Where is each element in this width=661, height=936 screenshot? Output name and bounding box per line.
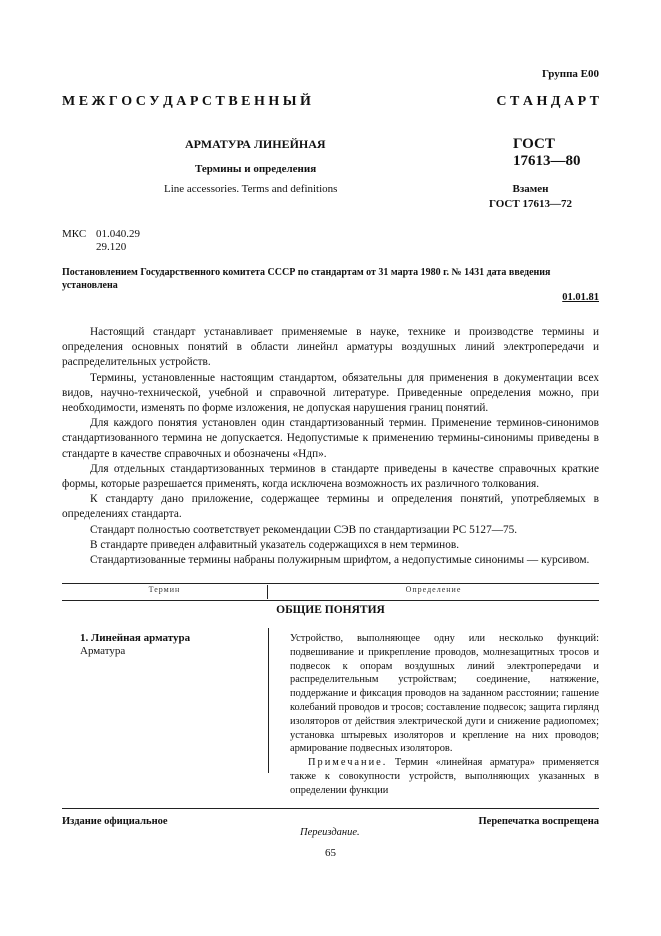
intro-paragraph: Стандартизованные термины набраны полужирным шрифтом, а недопустимые синонимы — курсивом. [90, 554, 590, 567]
intro-paragraph: Для каждого понятия установлен один стандартизованный термин. Применение терминов-синонимов стандартизованного термина не допускается. Недопустимые к применению термины-синонимы приведены в стандарте в качестве справочных и обозначены «Ндп». [62, 417, 599, 460]
intro-paragraph: Термины, установленные настоящим стандартом, обязательны для применения в документации всех видов, научно-технической, учебной и справочной литературе. Приведенные определения можно, при необходимости, изменять по форме изложения, не допуская нарушения границ понятий. [62, 371, 599, 415]
mks-code-1: 01.040.29 [96, 228, 140, 240]
intro-paragraph: К стандарту дано приложение, содержащее термины и определения понятий, употребляемых в определениях стандарта. [62, 493, 599, 521]
table-header-rule [62, 600, 599, 601]
mks-label: МКС [62, 228, 87, 240]
official-edition: Издание официальное [62, 816, 168, 827]
reprint-prohibited: Перепечатка воспрещена [478, 816, 599, 827]
group-code: Группа Е00 [541, 68, 599, 80]
column-header-term: Термин [62, 585, 268, 599]
reissue-note: Переиздание. [300, 827, 360, 838]
gost-number [513, 136, 581, 170]
standard-banner [62, 94, 599, 110]
mks-codes [62, 228, 140, 254]
mks-code-2: 29.120 [96, 241, 127, 253]
definition-text: Устройство, выполняющее одну или несколько функций: подвешивание и прикрепление проводов, молнезащитных тросов и подвесок к опорам воздушных линий электропередачи и распределительным устройствам; соединение, натяжение, поддержание и фиксация проводов на заданном расстоянии; гашение колебаний проводов и тросов; составление подвесок; защита гирлянд изоляторов от действия электрической дуги и снижение радиопомех; установка штыревых изоляторов и крепление на них проводов; армирование подвесных изоляторов. [290, 633, 599, 755]
decree-text: Постановлением Государственного комитета СССР по стандартам от 31 марта 1980 г. № 1431 дата введения установлена [62, 267, 551, 291]
effective-date: 01.01.81 [562, 292, 599, 303]
page-number: 65 [325, 847, 336, 859]
definition-entry [290, 632, 599, 798]
document-title: АРМАТУРА ЛИНЕЙНАЯ [185, 137, 326, 151]
term-name: 1. Линейная арматура [80, 632, 191, 644]
document-title-english: Line accessories. Terms and definitions [164, 183, 338, 195]
table-top-rule [62, 583, 599, 584]
introduction [62, 325, 599, 568]
replaces-block [489, 182, 572, 212]
table-header [62, 585, 599, 599]
banner-word-interstate: М Е Ж Г О С У Д А Р С Т В Е Н Н Ы Й [62, 94, 311, 109]
intro-paragraph: В стандарте приведен алфавитный указатель содержащихся в нем терминов. [90, 538, 460, 551]
term-short-form: Арматура [80, 645, 126, 657]
replaces-label: Взамен [512, 183, 549, 195]
banner-word-standard: С Т А Н Д А Р Т [496, 94, 599, 109]
term-entry [80, 632, 190, 658]
intro-paragraph: Настоящий стандарт устанавливает применяемые в науке, технике и производстве термины и определения основных понятий в области линейнл арматуры воздушных линий электропередачи и распределительных устройств. [62, 326, 599, 369]
document-subtitle: Термины и определения [195, 163, 317, 175]
note-text: Термин «линейная арматура» применяется также к совокупности устройств, выполняющих указанных в определении функции [290, 757, 599, 796]
intro-paragraph: Стандарт полностью соответствует рекомендации СЭВ по стандартизации РС 5127—75. [90, 523, 518, 536]
column-divider [268, 628, 269, 773]
gost-label: ГОСТ [513, 136, 555, 152]
footer-rule [62, 808, 599, 809]
replaces-value: ГОСТ 17613—72 [489, 198, 572, 210]
gost-code: 17613—80 [513, 153, 581, 169]
note-label: Примечание. [308, 757, 388, 769]
definition-note [290, 756, 599, 797]
column-header-definition: Определение [405, 585, 462, 594]
section-heading: ОБЩИЕ ПОНЯТИЯ [276, 604, 385, 616]
intro-paragraph: Для отдельных стандартизованных терминов в стандарте приведены в качестве справочных краткие формы, которые разрешается применять, когда исключена возможность их различного толкования. [62, 462, 599, 491]
